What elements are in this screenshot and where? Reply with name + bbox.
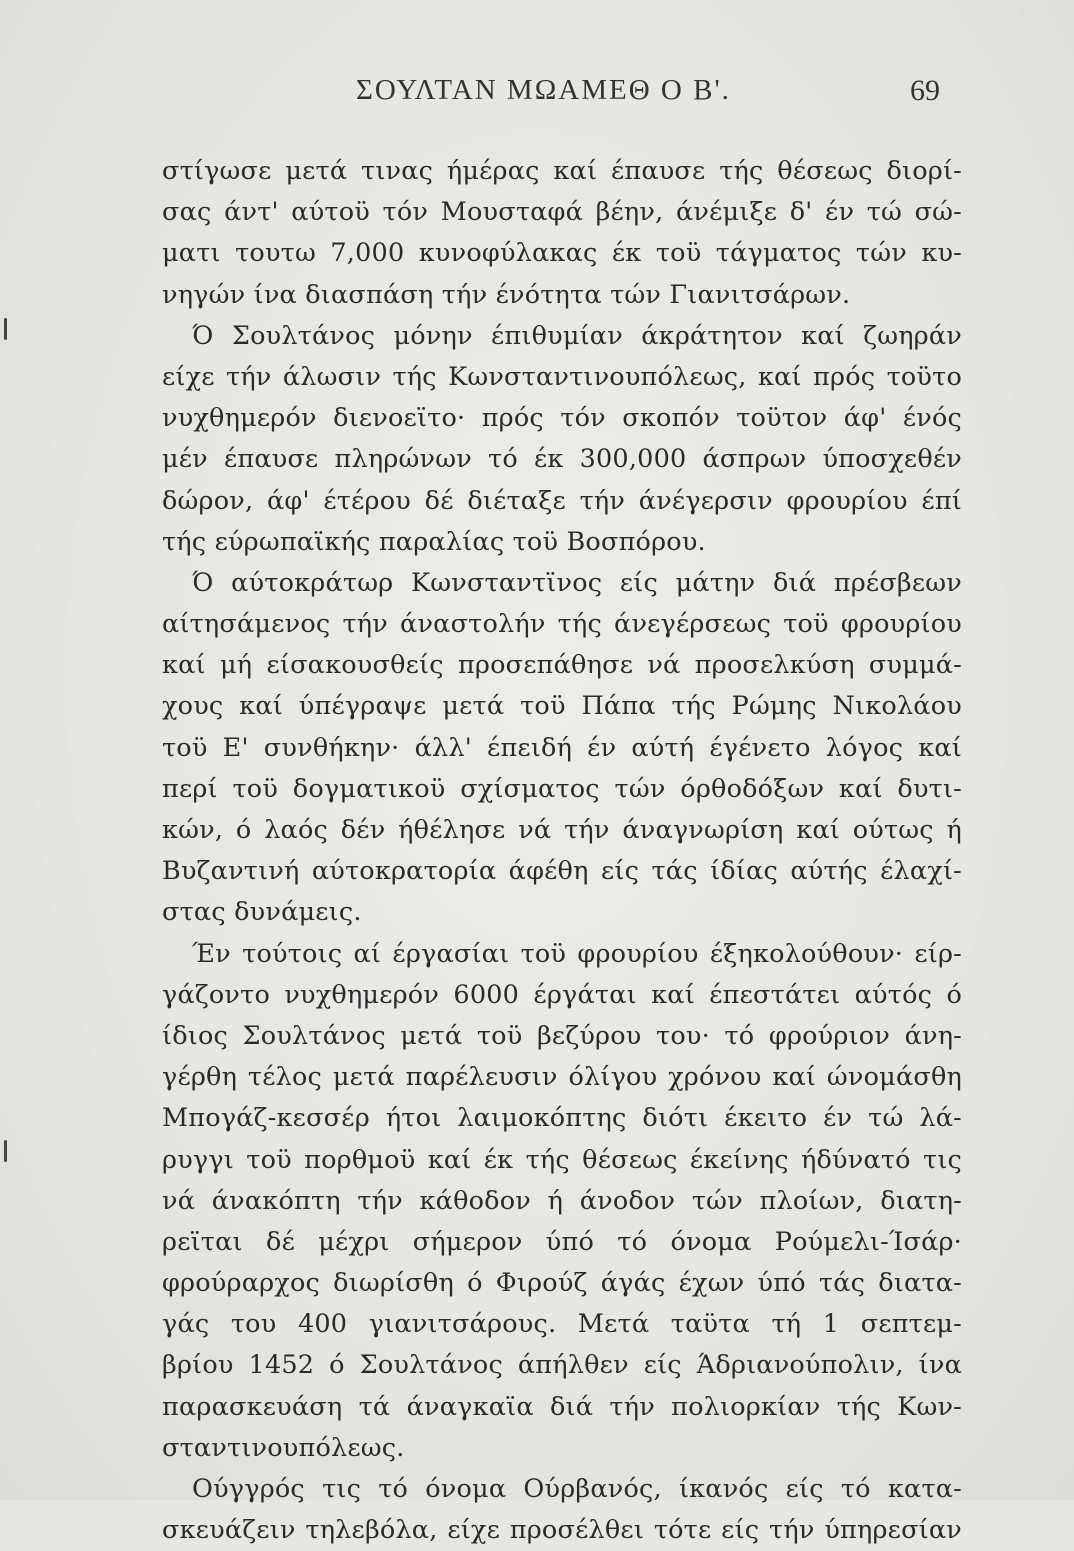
- binding-mark-top: [4, 318, 7, 340]
- text-line: δώρον, άφ' έτέρου δέ διέταξε τήν άνέγερσιν φρουρίου έπί: [162, 485, 962, 516]
- text-line: καί μή είσακουσθείς προσεπάθησε νά προσελκύση συμμά-: [162, 650, 962, 681]
- text-line: γάς του 400 γιανιτσάρους. Μετά ταϋτα τή 1 σεπτεμ-: [162, 1309, 962, 1340]
- running-head: [160, 74, 964, 114]
- body-text: [162, 151, 962, 1551]
- text-line: φρούραρχος διωρίσθη ό Φιρούζ άγάς έχων ύπό τάς διατα-: [162, 1268, 962, 1299]
- text-line: κών, ό λαός δέν ήθέλησε νά τήν άναγνωρίση καί ούτως ή: [162, 815, 962, 845]
- paragraph-start-line: Ούγγρός τις τό όνομα Ούρβανός, ίκανός είς τό κατα-: [192, 1474, 962, 1504]
- text-line: σκευάζειν τηλεβόλα, είχε προσέλθει τότε είς τήν ύπηρεσίαν: [162, 1515, 962, 1546]
- text-line: Μπογάζ-κεσσέρ ήτοι λαιμοκόπτης διότι έκειτο έν τώ λά-: [162, 1103, 962, 1134]
- paragraph-start-line: Ό αύτοκράτωρ Κωνσταντϊνος είς μάτην διά πρέσβεων: [192, 567, 962, 598]
- text-line: στίγωσε μετά τινας ήμέρας καί έπαυσε τής θέσεως διορί-: [162, 156, 962, 186]
- text-line: Βυζαντινή αύτοκρατορία άφέθη είς τάς ίδίας αύτής έλαχί-: [162, 856, 962, 887]
- text-line: γέρθη τέλος μετά παρέλευσιν όλίγου χρόνου καί ώνομάσθη: [162, 1062, 962, 1093]
- text-line: νηγών ίνα διασπάση τήν ένότητα τών Γιανιτσάρων.: [162, 279, 851, 310]
- page-number: 69: [910, 74, 940, 107]
- text-line: είχε τήν άλωσιν τής Κωνσταντινουπόλεως, καί πρός τοϋτο: [162, 361, 962, 392]
- text-line: ίδιος Σουλτάνος μετά τοϋ βεζύρου του· τό φρούριον άνη-: [162, 1020, 962, 1051]
- text-line: στας δυνάμεις.: [162, 897, 362, 928]
- text-line: ρυγγι τοϋ πορθμοϋ καί έκ τής θέσεως έκείνης ήδύνατό τις: [162, 1144, 962, 1175]
- text-line: τής εύρωπαϊκής παραλίας τοϋ Βοσπόρου.: [162, 526, 706, 557]
- binding-mark-bottom: [4, 1140, 7, 1162]
- paragraph-start-line: Ό Σουλτάνος μόνην έπιθυμίαν άκράτητον καί ζωηράν: [192, 320, 962, 351]
- text-line: νά άνακόπτη τήν κάθοδον ή άνοδον τών πλοίων, διατη-: [162, 1185, 962, 1216]
- text-line: ματι τουτω 7,000 κυνοφύλακας έκ τοϋ τάγματος τών κυ-: [162, 238, 962, 269]
- text-line: σας άντ' αύτοϋ τόν Μουσταφά βέην, άνέμιξε δ' έν τώ σώ-: [162, 197, 962, 228]
- text-line: αίτησάμενος τήν άναστολήν τής άνεγέρσεως τοϋ φρουρίου: [162, 609, 962, 640]
- text-line: χους καί ύπέγραψε μετά τοϋ Πάπα τής Ρώμης Νικολάου: [162, 691, 962, 722]
- running-title: ΣΟΥΛΤΑΝ ΜΩΑΜΕΘ Ο Β'.: [356, 74, 731, 106]
- text-line: βρίου 1452 ό Σουλτάνος άπήλθεν είς Άδριανούπολιν, ίνα: [162, 1350, 962, 1381]
- text-line: τοϋ Ε' συνθήκην· άλλ' έπειδή έν αύτή έγένετο λόγος καί: [162, 732, 962, 763]
- text-line: παρασκευάση τά άναγκαϊα διά τήν πολιορκίαν τής Κων-: [162, 1391, 962, 1422]
- text-line: μέν έπαυσε πληρώνων τό έκ 300,000 άσπρων ύποσχεθέν: [162, 444, 962, 475]
- text-line: σταντινουπόλεως.: [162, 1432, 405, 1463]
- text-line: γάζοντο νυχθημερόν 6000 έργάται καί έπεστάτει αύτός ό: [162, 979, 962, 1010]
- text-line: περί τοϋ δογματικοϋ σχίσματος τών όρθοδόξων καί δυτι-: [162, 773, 962, 804]
- text-line: νυχθημερόν διενοεϊτο· πρός τόν σκοπόν τοϋτον άφ' ένός: [162, 403, 962, 434]
- text-line: ρεϊται δέ μέχρι σήμερον ύπό τό όνομα Ρούμελι-Ίσάρ·: [162, 1226, 962, 1257]
- paragraph-start-line: Έν τούτοις αί έργασίαι τοϋ φρουρίου έξηκολούθουν· είρ-: [192, 938, 962, 969]
